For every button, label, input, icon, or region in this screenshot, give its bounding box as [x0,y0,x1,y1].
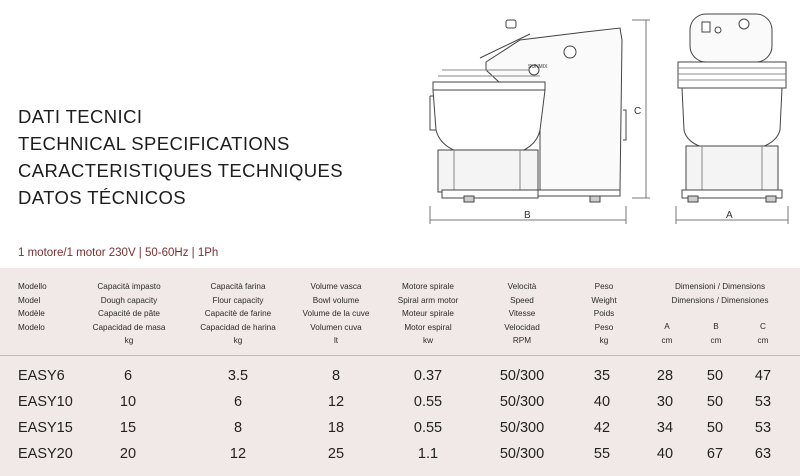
header-dough-capacity: Capacità impasto Dough capacity Capacité de pâte Capacidad de masa kg [92,282,166,345]
title-french: CARACTERISTIQUES TECHNIQUES [18,160,344,181]
header-dim-a: A cm [661,322,673,345]
row-2-model: EASY10 [18,394,73,410]
row-3-flour: 8 [233,420,243,436]
row-1-motor: 0.37 [413,368,443,384]
title-english: TECHNICAL SPECIFICATIONS [18,133,290,154]
row-4-speed: 50/300 [499,446,545,462]
titles-block [18,103,343,211]
row-1-speed: 50/300 [499,368,545,384]
row-3-dim-b: 50 [706,420,724,436]
row-1-bowl: 8 [331,368,341,384]
dimension-label-c: C [634,106,642,117]
header-weight: Peso Weight Poids Peso kg [591,282,617,345]
header-bowl-volume: Volume vasca Bowl volume Volume de la cuve Volumen cuva lt [302,282,370,345]
row-3-dim-a: 34 [656,420,674,436]
dimension-label-b: B [524,210,531,221]
motor-specs-subtitle: 1 motore/1 motor 230V | 50-60Hz | 1Ph [18,247,219,259]
row-1-weight: 35 [593,368,611,384]
brand-logo-text: SUNMIX [528,64,548,70]
row-2-dim-a: 30 [656,394,674,410]
row-3-model: EASY15 [18,420,73,436]
row-3-dough: 15 [119,420,137,436]
header-model: Modello Model Modèle Modelo [18,282,47,332]
row-1-flour: 3.5 [227,368,249,384]
header-spiral-motor: Motore spirale Spiral arm motor Moteur spirale Motor espiral kw [397,282,459,345]
row-2-dough: 10 [119,394,137,410]
header-flour-capacity: Capacità farina Flour capacity Capacitè de farine Capacidad de harina kg [200,282,276,345]
side-view-mixer [430,20,626,202]
row-4-weight: 55 [593,446,611,462]
mixer-technical-drawing [420,10,800,238]
row-2-bowl: 12 [327,394,345,410]
row-4-bowl: 25 [327,446,345,462]
row-1-dough: 6 [123,368,133,384]
front-view-mixer [678,14,786,202]
row-4-dough: 20 [119,446,137,462]
dimension-label-a: A [726,210,733,221]
header-dim-c: C cm [757,322,769,345]
header-speed: Velocità Speed Vitesse Velocidad RPM [504,282,540,345]
row-4-dim-b: 67 [706,446,724,462]
row-2-weight: 40 [593,394,611,410]
header-divider [0,355,800,356]
row-3-dim-c: 53 [754,420,772,436]
row-4-dim-c: 63 [754,446,772,462]
row-2-speed: 50/300 [499,394,545,410]
row-1-model: EASY6 [18,368,65,384]
row-3-speed: 50/300 [499,420,545,436]
row-4-motor: 1.1 [417,446,439,462]
row-4-dim-a: 40 [656,446,674,462]
row-1-dim-c: 47 [754,368,772,384]
row-4-model: EASY20 [18,446,73,462]
row-2-flour: 6 [233,394,243,410]
row-2-motor: 0.55 [413,394,443,410]
row-3-motor: 0.55 [413,420,443,436]
title-italian: DATI TECNICI [18,106,143,127]
header-dim-b: B cm [710,322,722,345]
row-2-dim-b: 50 [706,394,724,410]
header-dimensions: Dimensioni / Dimensions Dimensions / Dimensiones [671,282,769,305]
row-1-dim-b: 50 [706,368,724,384]
title-spanish: DATOS TÉCNICOS [18,187,187,208]
row-1-dim-a: 28 [656,368,674,384]
row-3-bowl: 18 [327,420,345,436]
row-3-weight: 42 [593,420,611,436]
row-2-dim-c: 53 [754,394,772,410]
row-4-flour: 12 [229,446,247,462]
